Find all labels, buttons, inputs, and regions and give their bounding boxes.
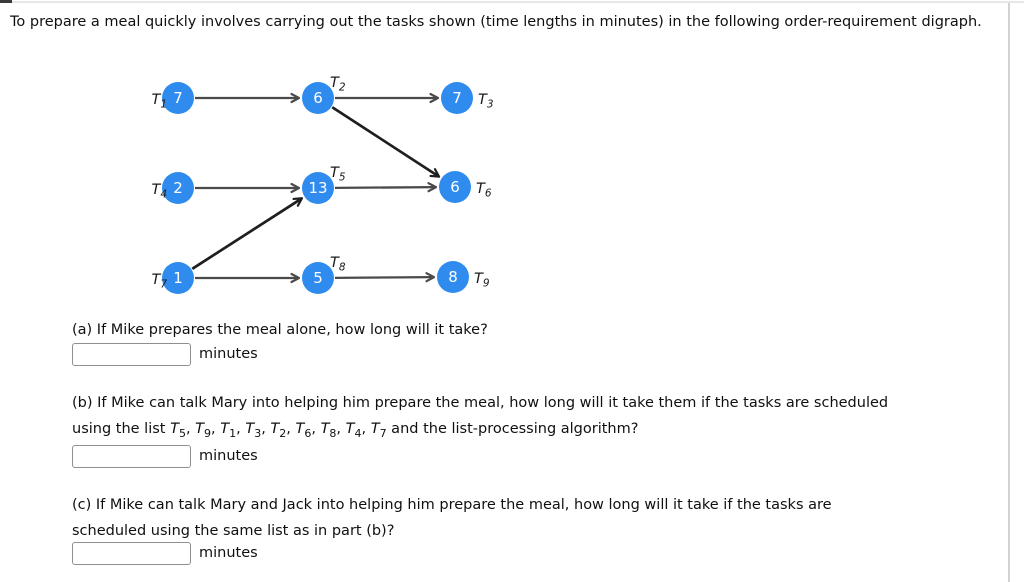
question-c-answer-input[interactable] — [72, 542, 191, 565]
task-time-T5: 13 — [308, 179, 328, 197]
task-time-T2: 6 — [313, 89, 323, 107]
task-label-T4: $T_4$ — [151, 182, 167, 201]
task-time-T3: 7 — [452, 89, 462, 107]
question-a-unit-label: minutes — [199, 346, 258, 362]
edge-T5-T6 — [335, 187, 435, 188]
question-b-line2-prefix: using the list — [72, 421, 171, 437]
edge-T7-T5 — [192, 199, 301, 269]
task-label-T8: $T_8$ — [330, 255, 346, 274]
problem-statement: To prepare a meal quickly involves carrying out the tasks shown (time lengths in minutes) in the following order-requirement digraph. — [10, 14, 982, 30]
question-c-line1: (c) If Mike can talk Mary and Jack into helping him prepare the meal, how long will it take if the tasks are — [72, 497, 832, 513]
question-a-answer-row — [72, 342, 258, 366]
task-list: $T_5$, $T_9$, $T_1$, $T_3$, $T_2$, $T_6$, $T_8$, $T_4$, $T_7$ — [170, 421, 387, 440]
question-b-line2-suffix: and the list-processing algorithm? — [386, 421, 639, 437]
question-c-line2: scheduled using the same list as in part (b)? — [72, 523, 395, 539]
task-time-T9: 8 — [448, 268, 458, 286]
edge-T8-T9 — [335, 277, 433, 278]
task-label-T2: $T_2$ — [330, 75, 346, 94]
task-label-T7: $T_7$ — [151, 272, 167, 291]
task-time-T7: 1 — [173, 269, 183, 287]
question-b-answer-row — [72, 444, 258, 468]
task-time-T6: 6 — [450, 178, 460, 196]
task-label-T6: $T_6$ — [476, 181, 492, 200]
task-label-T1: $T_1$ — [151, 92, 167, 111]
task-time-T1: 7 — [173, 89, 183, 107]
question-b-unit-label: minutes — [199, 448, 258, 464]
question-c-answer-row — [72, 541, 258, 565]
question-b-line2 — [72, 421, 639, 440]
question-b-line1: (b) If Mike can talk Mary into helping him prepare the meal, how long will it take them if the tasks are scheduled — [72, 395, 889, 411]
question-b-answer-input[interactable] — [72, 445, 191, 468]
question-a-answer-input[interactable] — [72, 343, 191, 366]
task-label-T5: $T_5$ — [330, 165, 346, 184]
task-label-T3: $T_3$ — [478, 92, 494, 111]
question-c-text — [72, 492, 1012, 544]
question-c-unit-label: minutes — [199, 545, 258, 561]
task-time-T4: 2 — [173, 179, 183, 197]
task-label-T9: $T_9$ — [474, 271, 490, 290]
task-time-T8: 5 — [313, 269, 323, 287]
edge-T2-T6 — [332, 107, 438, 176]
question-a-text: (a) If Mike prepares the meal alone, how long will it take? — [72, 322, 488, 338]
question-b-text — [72, 390, 1012, 442]
